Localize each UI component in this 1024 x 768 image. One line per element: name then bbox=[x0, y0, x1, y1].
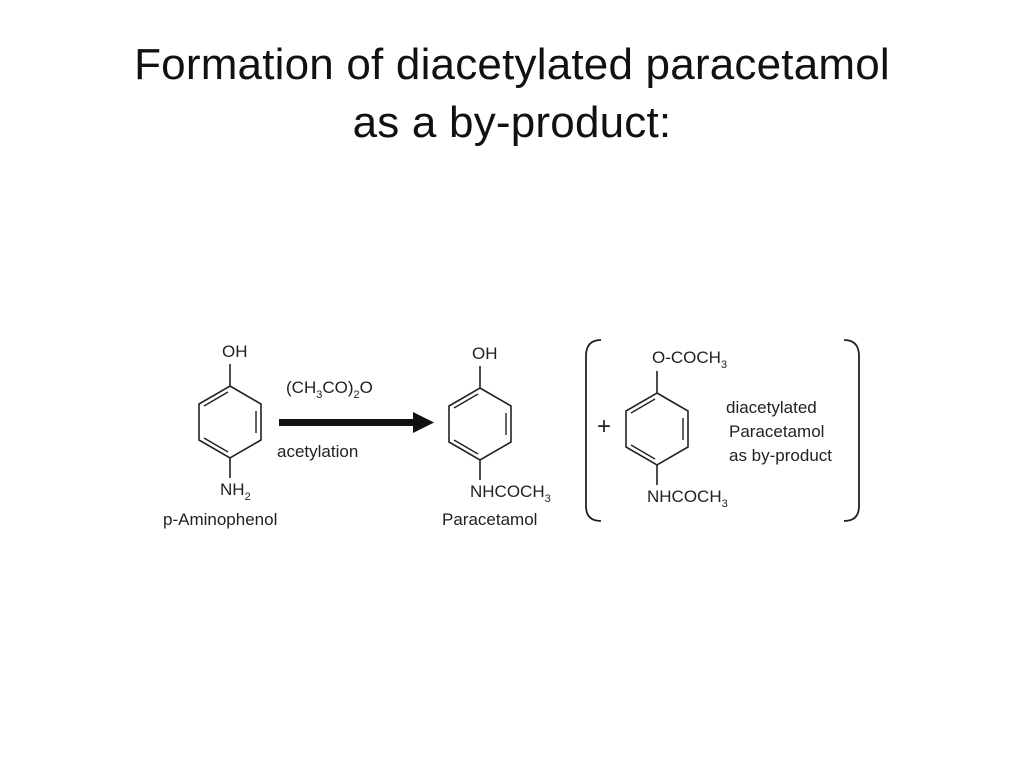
product-nhcoch3-label: $NHCOCH_3$ bbox=[470, 482, 551, 505]
byproduct-note-line-1: diacetylated bbox=[726, 398, 817, 417]
right-bracket bbox=[844, 340, 859, 521]
title-line-1: Formation of diacetylated paracetamol bbox=[134, 40, 890, 89]
reactant-structure bbox=[163, 342, 277, 529]
reactant-oh-label: OH bbox=[222, 342, 248, 361]
byproduct-ester-label: $O-COCH_3$ bbox=[652, 348, 728, 371]
product-structure bbox=[442, 344, 551, 529]
title-line-2: as a by-product: bbox=[352, 98, 672, 147]
product-oh-label: OH bbox=[472, 344, 498, 363]
byproduct-note-line-3: as by-product bbox=[729, 446, 832, 465]
reactant-name: p-Aminophenol bbox=[163, 510, 278, 529]
product-name: Paracetamol bbox=[442, 510, 538, 529]
reaction-arrow-shaft bbox=[279, 419, 415, 426]
byproduct-group bbox=[586, 340, 859, 521]
byproduct-amide-label: $NHCOCH_3$ bbox=[647, 487, 728, 510]
product-benzene-ring bbox=[449, 388, 511, 460]
reaction-condition: acetylation bbox=[277, 442, 359, 461]
byproduct-benzene-ring bbox=[626, 393, 688, 465]
reagent-formula: $(CH_3CO)_2O$ bbox=[286, 378, 373, 401]
plus-sign: + bbox=[597, 413, 612, 440]
byproduct-note-line-2: Paracetamol bbox=[729, 422, 825, 441]
reaction-arrow-group bbox=[277, 378, 434, 461]
reactant-nh2-label: $NH_2$ bbox=[220, 480, 251, 503]
reaction-arrow-head bbox=[413, 412, 434, 433]
reactant-benzene-ring bbox=[199, 386, 261, 458]
